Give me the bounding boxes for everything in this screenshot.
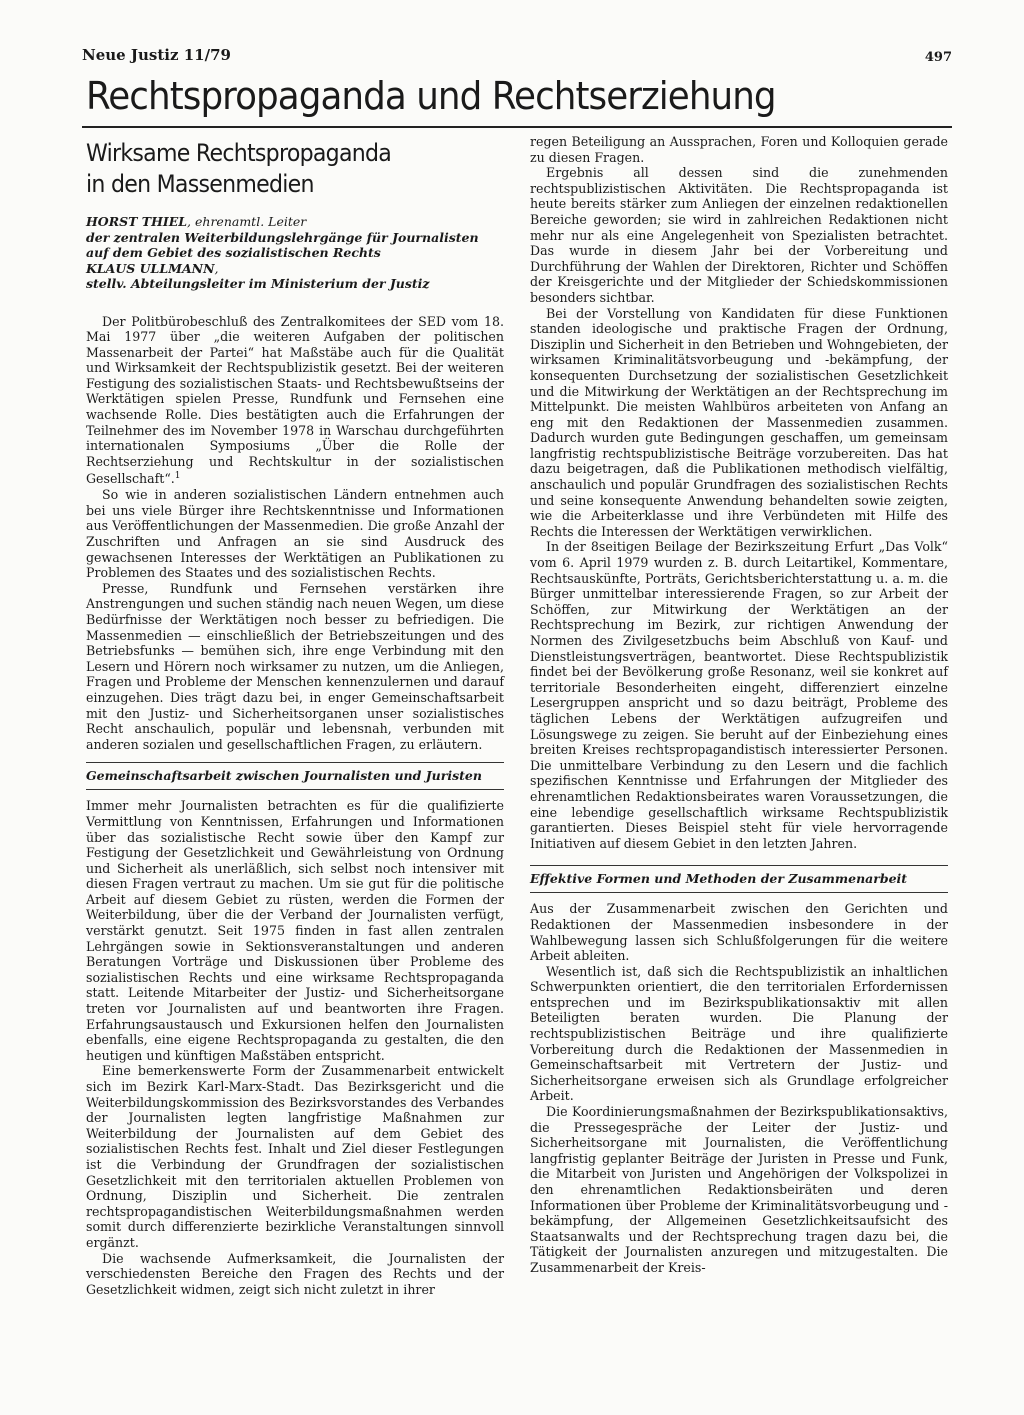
running-head <box>82 44 952 66</box>
subhead-gemeinschaftsarbeit: Gemeinschaftsarbeit zwischen Journalisten und Juristen <box>86 762 504 790</box>
right-column <box>530 134 948 1276</box>
paragraph: Immer mehr Journalisten betrachten es für die qualifizierte Vermittlung von Kenntnissen, Erfahrungen und Informationen über das sozialistische Recht sowie über den Kampf zur Festigung der Gesetzlichkeit und Gewährleistung von Ordnung und Sicherheit als unerläßlich, sich selbst noch intensiver mit diesen Fragen vertraut zu machen. Um sie gut für die politische Arbeit auf diesem Gebiet zu rüsten, werden die Formen der Weiterbildung, über die der Verband der Journalisten verfügt, verstärkt genutzt. Seit 1975 finden in fast allen zentralen Lehrgängen sowie in Sektionsveranstaltungen und anderen Beratungen Vorträge und Diskussionen über Probleme des sozialistischen Rechts und eine wirksame Rechtspropaganda statt. Leitende Mitarbeiter der Justiz- und Sicherheitsorgane treten vor Journalisten auf und beantworten ihre Fragen. Erfahrungsaustausch und Exkursionen helfen den Journalisten ebenfalls, eine eigene Rechtspropaganda zu gestalten, die den heutigen und künftigen Maßstäben entspricht. <box>86 798 504 1063</box>
subhead-effektive-formen: Effektive Formen und Methoden der Zusammenarbeit <box>530 865 948 893</box>
paragraph: Presse, Rundfunk und Fernsehen verstärken ihre Anstrengungen und suchen ständig nach neuen Wegen, um diese Bedürfnisse der Werktätigen noch besser zu befriedigen. Die Massenmedien — einschließlich der Betriebszeitungen und des Betriebsfunks — bemühen sich, ihre enge Verbindung mit den Lesern und Hörern noch wirksamer zu nutzen, um die Anliegen, Fragen und Probleme der Menschen kennenzulernen und darauf einzugehen. Dies trägt dazu bei, in enger Gemeinschaftsarbeit mit den Justiz- und Sicherheitsorganen unser sozialistisches Recht anschaulich, populär und lebensnah, verbunden mit anderen sozialen und gesellschaftlichen Fragen, zu erläutern. <box>86 580 504 752</box>
paragraph: Aus der Zusammenarbeit zwischen den Gerichten und Redaktionen der Massenmedien insbesondere in der Wahlbewegung lassen sich Schlußfolgerungen für die weitere Arbeit ableiten. <box>530 901 948 964</box>
author2-name-suffix: , <box>214 260 219 276</box>
paragraph: Eine bemerkenswerte Form der Zusammenarbeit entwickelt sich im Bezirk Karl-Marx-Stadt. Das Bezirksgericht und die Weiterbildungskommission des Bezirksvorstandes des Verbandes der Journalisten legten langfristige Maßnahmen zur Weiterbildung der Journalisten auf dem Gebiet des sozialistischen Rechts fest. Inhalt und Ziel dieser Festlegungen ist die Verbindung der Grundfragen der sozialistischen Gesetzlichkeit mit den territorialen aktuellen Problemen von Ordnung, Disziplin und Sicherheit. Die zentralen rechtspropagandistischen Weiterbildungsmaßnahmen werden somit durch differenzierte bezirkliche Veranstaltungen sinnvoll ergänzt. <box>86 1063 504 1250</box>
journal-name: Neue Justiz 11/79 <box>82 46 231 64</box>
article-title-line2: in den Massenmedien <box>86 170 314 198</box>
page-number: 497 <box>924 50 952 65</box>
paragraph: In der 8seitigen Beilage der Bezirkszeitung Erfurt „Das Volk“ vom 6. April 1979 wurden z. B. durch Leitartikel, Kommentare, Rechtsauskünfte, Porträts, Gerichtsberichterstattung u. a. m. die Bürger unmittelbar interessierende Fragen, so zur Arbeit der Schöffen, zur Mitwirkung der Werktätigen an der Rechtsprechung im Bezirk, zur richtigen Anwendung der Normen des Zivilgesetzbuchs beim Abschluß von Kauf- und Dienstleistungsverträgen, beantwortet. Diese Rechtspublizistik findet bei der Bevölkerung große Resonanz, weil sie konkret auf territoriale Besonderheiten eingeht, differenziert einzelne Lesergruppen anspricht und so dazu beiträgt, Probleme des täglichen Lebens der Werktätigen aufzugreifen und Lösungswege zu zeigen. Sie beruht auf der Einbeziehung eines breiten Kreises rechtspropagandistisch interessierter Personen. Die unmittelbare Verbindung zu den Lesern und die fachlich spezifischen Kenntnisse und Erfahrungen der Mitglieder des ehrenamtlichen Redaktionsbeirates waren Voraussetzungen, die eine lebendige gesellschaftlich wirksame Rechtspublizistik garantierten. Dieses Beispiel steht für viele hervorragende Initiativen auf diesem Gebiet in den letzten Jahren. <box>530 539 948 851</box>
paragraph: So wie in anderen sozialistischen Ländern entnehmen auch bei uns viele Bürger ihre Rechtskenntnisse und Informationen aus Veröffentlichungen der Massenmedien. Die große Anzahl der Zuschriften und Anfragen an sie sind Ausdruck des gewachsenen Interesses der Werktätigen an Publikationen zu Problemen des Staates und des sozialistischen Rechts. <box>86 487 504 581</box>
paragraph: Ergebnis all dessen sind die zunehmenden rechtspublizistischen Aktivitäten. Die Rechtspropaganda ist heute bereits stärker zum Anliegen der einzelnen redaktionellen Bereiche geworden; sie wird in zahlreichen Redaktionen nicht mehr nur als eine Angelegenheit von Spezialisten betrachtet. Das wurde in diesem Jahr bei der Vorbereitung und Durchführung der Wahlen der Direktoren, Richter und Schöffen der Kreisgerichte und der Mitglieder der Schiedskommissionen besonders sichtbar. <box>530 165 948 305</box>
section-rule <box>82 126 952 128</box>
page <box>82 44 952 1297</box>
author1-name: HORST THIEL <box>86 214 188 229</box>
intro-text <box>86 314 504 753</box>
author2-name: KLAUS ULLMANN <box>86 260 215 276</box>
section-title: Rechtspropaganda und Rechtserziehung <box>86 74 776 118</box>
article-title <box>86 138 471 200</box>
paragraph: Die Koordinierungsmaßnahmen der Bezirkspublikationsaktivs, die Pressegespräche der Leiter der Justiz- und Sicherheitsorgane mit Journalisten, die Veröffentlichung langfristig geplanter Beiträge der Juristen in Presse und Funk, die Mitarbeit von Juristen und Angehörigen der Volkspolizei in den ehrenamtlichen Redaktionsbeiräten und deren Informationen über Probleme der Kriminalitätsvorbeugung und -bekämpfung, der Allgemeinen Gesetzlichkeitsaufsicht des Staatsanwalts und der Rechtsprechung tragen dazu bei, die Tätigkeit der Journalisten anzuregen und mitzugestalten. Die Zusammenarbeit der Kreis- <box>530 1104 948 1275</box>
article-title-line1: Wirksame Rechtspropaganda <box>86 139 392 167</box>
author-block <box>86 214 504 292</box>
paragraph: Die wachsende Aufmerksamkeit, die Journalisten der verschiedensten Bereiche den Fragen des Rechts und der Gesetzlichkeit widmen, zeigt sich nicht zuletzt in ihrer <box>86 1250 504 1297</box>
paragraph: Der Politbürobeschluß des Zentralkomitees der SED vom 18. Mai 1977 über „die weiteren Aufgaben der politischen Massenarbeit der Partei“ hat Maßstäbe auch für die Qualität und Wirksamkeit der Rechtspublizistik gesetzt. Bei der weiteren Festigung des sozialistischen Staats- und Rechtsbewußtseins der Werktätigen spielen Presse, Rundfunk und Fernsehen eine wachsende Rolle. Dies bestätigten auch die Erfahrungen der Teilnehmer des im November 1978 in Warschau durchgeführten internationalen Symposiums „Über die Rolle der Rechtserziehung und Rechtskultur in der sozialistischen Gesellschaft“.$^1$ <box>86 313 504 487</box>
paragraph: Wesentlich ist, daß sich die Rechtspublizistik an inhaltlichen Schwerpunkten orientiert, die den territorialen Erfordernissen entsprechen und im Bezirkspublikationsaktiv mit allen Beteiligten beraten wurden. Die Planung der rechtspublizistischen Beiträge und ihre qualifizierte Vorbereitung durch die Redaktionen der Massenmedien in Gemeinschaftsarbeit mit Vertretern der Justiz- und Sicherheitsorgane erweisen sich als Grundlage erfolgreicher Arbeit. <box>530 963 948 1104</box>
author1-role-l1: , ehrenamtl. Leiter <box>187 214 307 229</box>
left-column <box>86 134 504 1297</box>
body-text-2 <box>86 798 504 1297</box>
paragraph: Bei der Vorstellung von Kandidaten für diese Funktionen standen ideologische und praktische Fragen der Ordnung, Disziplin und Sicherheit in den Betrieben und Wohngebieten, der wirksamen Kriminalitätsvorbeugung und -bekämpfung, der konsequenten Durchsetzung der sozialistischen Gesetzlichkeit und die Mitwirkung der Werktätigen an der Rechtsprechung im Mittelpunkt. Die meisten Wahlbüros arbeiteten von Anfang an eng mit den Redaktionen der Massenmedien zusammen. Dadurch wurden gute Bedingungen geschaffen, um gemeinsam langfristig rechtspublizistische Beiträge vorzubereiten. Das hat dazu beigetragen, daß die Publikationen methodisch vielfältig, anschaulich und populär Grundfragen des sozialistischen Rechts und seine konsequente Anwendung behandelten sowie zeigten, wie die Arbeiterklasse und ihre Verbündeten mit Hilfe des Rechts die Interessen der Werktätigen verwirklichen. <box>530 305 948 539</box>
author1-role-l2: der zentralen Weiterbildungslehrgänge für Journalisten <box>86 229 479 245</box>
paragraph: regen Beteiligung an Aussprachen, Foren und Kolloquien gerade zu diesen Fragen. <box>530 134 948 165</box>
author2-role: stellv. Abteilungsleiter im Ministerium der Justiz <box>86 276 430 291</box>
author1-role-l3: auf dem Gebiet des sozialistischen Rechts <box>86 245 381 260</box>
footnote-mark: 1 <box>174 471 181 482</box>
